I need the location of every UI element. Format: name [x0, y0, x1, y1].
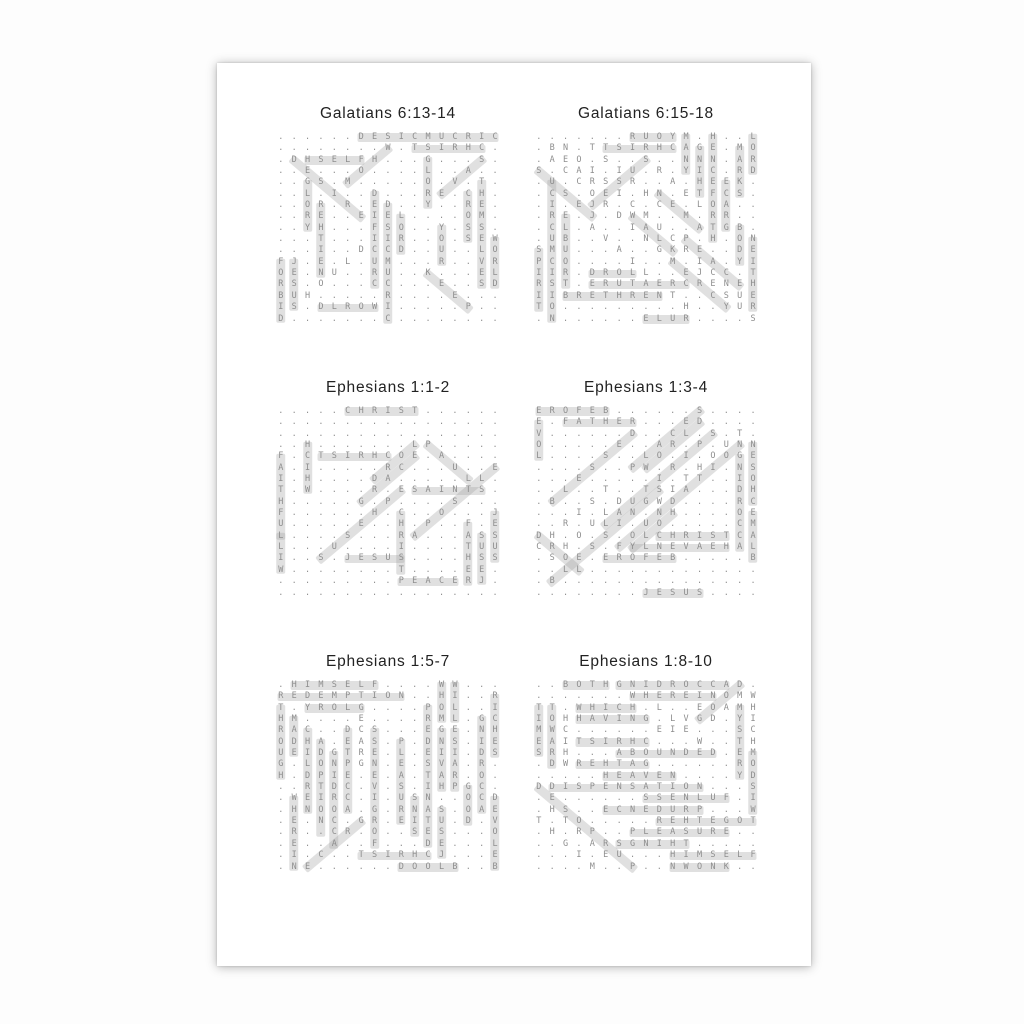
grid-row: REDEMPTION..HI..R	[278, 691, 506, 702]
puzzle-ephesians-1-5-7	[274, 653, 506, 874]
grid-row: .................	[278, 417, 506, 428]
grid-row: .....CHRIST......	[278, 406, 506, 416]
grid-row: .H.RP..PLEASURE..	[536, 827, 764, 838]
grid-row: V......D..CL.S.T.	[536, 428, 764, 439]
grid-row: EROFEB......S....	[536, 406, 764, 416]
grid-row: ....S..PW.R.HI.NS	[536, 462, 764, 473]
grid-row: .CL.A..IAU..ATGB.	[536, 222, 764, 233]
grid-row: ...I.EU...HIMSELF	[536, 850, 764, 861]
grid-row: I..S.JESUS....HSS	[278, 553, 506, 564]
grid-row: H.....G.P....S...	[278, 496, 506, 507]
puzzle-galatians-6-15-18	[532, 105, 764, 326]
grid-row: .CS.OEI.HN.ETFCS.	[536, 188, 764, 199]
grid-row: T.TO.....REHTEGOT	[536, 816, 764, 827]
grid-row: .SOE.EROFEB.....B	[536, 553, 764, 564]
grid-row: .U.CRSSR..A.HEEK.	[536, 177, 764, 188]
grid-row: FJ.E.L.UM...R..VR	[278, 256, 506, 267]
grid-row: .E......SSENLUF.I	[536, 793, 764, 804]
grid-row: .R..CR.O..SES...O	[278, 827, 506, 838]
grid-row: RAC..DCS...EGE.NH	[278, 725, 506, 736]
grid-row: RST.ERUTAERCRENEH	[536, 279, 764, 290]
grid-row: L...U....I....TUU	[278, 542, 506, 553]
grid-row: .DWREHTAG......RO	[536, 759, 764, 770]
grid-row: .HS..ECNEDURP...W	[536, 804, 764, 815]
grid-row: .I.C..TSIRHCJ...E	[278, 850, 506, 861]
grid-row: A.I.....RC...U..E	[278, 462, 506, 473]
grid-row: .AEO.S..S..NNN.AR	[536, 154, 764, 165]
grid-row: .E.NC.GR.EITU.D.V	[278, 816, 506, 827]
grid-row: L....S..LO.I.OOGE	[536, 451, 764, 462]
grid-row: IIR.DROLL..EJCC.T	[536, 268, 764, 279]
word-search-grid	[532, 132, 764, 326]
grid-row: .....HEAVEN....YD	[536, 770, 764, 781]
grid-row: TT.WHICH.L..EOAMH	[536, 702, 764, 713]
grid-row: U.....E..H.P..F.E	[278, 519, 506, 530]
grid-row: BUH.....R....E...	[278, 290, 506, 301]
grid-row: ..L..T..TSIA...DH	[536, 485, 764, 496]
grid-row: OE.NU..RU..K...EL	[278, 268, 506, 279]
grid-row: .B...............	[536, 576, 764, 587]
grid-row: .DHSELFH...G...S.	[278, 154, 506, 165]
grid-row: MWC......EIE...SC	[536, 725, 764, 736]
grid-row: ..H.......LP.....	[278, 440, 506, 451]
grid-row: D.......C........	[278, 313, 506, 324]
puzzle-title: Ephesians 1:1-2	[325, 379, 451, 396]
grid-row: ...E.....I.TT..IO	[536, 474, 764, 485]
grid-row: ...I.LAN.NH....OE	[536, 508, 764, 519]
grid-row: ..G.ARSGNIHT.....	[536, 838, 764, 849]
grid-row: ......DESICMUCRIC	[278, 132, 506, 142]
grid-row: G.LONPGN.E.SVA.R.	[278, 759, 506, 770]
grid-row: ..RE..EIEL....OM.	[278, 211, 506, 222]
grid-row: ........W.TSIRHC.	[278, 143, 506, 154]
grid-row: T.YROLG....POL..I	[278, 702, 506, 713]
puzzle-solution-page	[217, 63, 811, 966]
grid-row: SMU...A..GKRE..DE	[536, 245, 764, 256]
puzzle-grid-layout	[274, 105, 764, 874]
grid-row: CRH.S.FYLNEVAEHAL	[536, 542, 764, 553]
puzzle-title: Ephesians 1:5-7	[325, 653, 451, 670]
grid-row: HM....E....RML.GC	[278, 714, 506, 725]
grid-row: TO.........H..YUR	[536, 302, 764, 313]
grid-row: ODHA.EAS.P.DNS.IE	[278, 736, 506, 747]
grid-row: RS.O...CC...E..SD	[278, 279, 506, 290]
grid-row: ..LL.............	[536, 564, 764, 575]
grid-row: S.CAI.IU.R.YIC.RD	[536, 166, 764, 177]
grid-row: .UB..V..NLCP.H.ON	[536, 234, 764, 245]
puzzle-title: Galatians 6:13-14	[320, 105, 456, 122]
grid-row: ...T...IIR..O.SEW	[278, 234, 506, 245]
grid-row: IIBRETHRENT..CSUE	[536, 290, 764, 301]
grid-row: .E..A..F...DE...L	[278, 838, 506, 849]
grid-row: ..GS.M.....O.V.T.	[278, 177, 506, 188]
grid-row: .I.EJR.C.CE.LOA..	[536, 200, 764, 211]
grid-row: .N......ELUR....S	[536, 313, 764, 324]
grid-row: IS.DLROWI.....P..	[278, 302, 506, 313]
grid-row: UEIDGTRE.L.EII.DS	[278, 748, 506, 759]
grid-row: .WEIRC.I.USN..OCD	[278, 793, 506, 804]
grid-row: ........JESUS....	[536, 587, 764, 598]
puzzle-title: Ephesians 1:8-10	[579, 653, 713, 670]
grid-row: W........T....EE.	[278, 564, 506, 575]
grid-row: DH.O.S.OLCHRISTCA	[536, 530, 764, 541]
grid-row: ..E...O....L..A..	[278, 166, 506, 177]
grid-row: ..L.I..D...RE.CH.	[278, 188, 506, 199]
word-search-grid	[274, 680, 506, 874]
grid-row: DDISPENSATION...S	[536, 782, 764, 793]
grid-row: .HNOOA.G.RNAS.OAE	[278, 804, 506, 815]
grid-row: F.CTSIRHCOE.A....	[278, 451, 506, 462]
grid-row: ...I..DCCD..U..LO	[278, 245, 506, 256]
word-search-grid	[532, 680, 764, 874]
grid-row: ..RTDC.V.S.IHPGC.	[278, 782, 506, 793]
grid-row: T.W....R.ESAINTS.	[278, 485, 506, 496]
grid-row: H.DPIE.E.A.TAR.O.	[278, 770, 506, 781]
grid-row: ..BOTHGNIDROCCAD.	[536, 680, 764, 690]
grid-row: EAITSIRHC...W..TH	[536, 736, 764, 747]
word-search-grid	[274, 406, 506, 600]
puzzle-ephesians-1-3-4	[532, 379, 764, 600]
grid-row: .B..S.DUGWD....RC	[536, 496, 764, 507]
puzzle-galatians-6-13-14	[274, 105, 506, 326]
puzzle-title: Ephesians 1:3-4	[583, 379, 709, 396]
grid-row: F......H.C..O...J	[278, 508, 506, 519]
grid-row: ..R.ULI.UO.....CM	[536, 519, 764, 530]
grid-row: L....S...RA...ASS	[278, 530, 506, 541]
grid-row: .................	[278, 587, 506, 598]
grid-row: IOHHAVING.LVGD.YI	[536, 714, 764, 725]
grid-row: ..YH...FSO..Y.SS.	[278, 222, 506, 233]
word-search-grid	[274, 132, 506, 326]
grid-row: ..OR.R.ED..Y..RE.	[278, 200, 506, 211]
grid-row: .........PEACERJ.	[278, 576, 506, 587]
grid-row: .RE.J.DWM..M.RR..	[536, 211, 764, 222]
grid-row: I.H....DA.....LL.	[278, 474, 506, 485]
puzzle-ephesians-1-8-10	[532, 653, 764, 874]
grid-row: .................	[278, 428, 506, 439]
word-search-grid	[532, 406, 764, 600]
grid-row: .......RUOYM.H..L	[536, 132, 764, 142]
grid-row: SRH...ABOUNDED.EM	[536, 748, 764, 759]
puzzle-title: Galatians 6:15-18	[578, 105, 714, 122]
grid-row: .NE......DOOLB..B	[278, 861, 506, 872]
grid-row: O.....E..AR.P.UNN	[536, 440, 764, 451]
puzzle-ephesians-1-1-2	[274, 379, 506, 600]
grid-row: .BN.TTSIRHCAGE.MO	[536, 143, 764, 154]
grid-row: PCO....I..M.IA.YI	[536, 256, 764, 267]
grid-row: E.FATHER...ED....	[536, 417, 764, 428]
grid-row: ....M..P..NWONK..	[536, 861, 764, 872]
grid-row: .HIMSELF....WW...	[278, 680, 506, 690]
grid-row: .......WHEREINOMW	[536, 691, 764, 702]
